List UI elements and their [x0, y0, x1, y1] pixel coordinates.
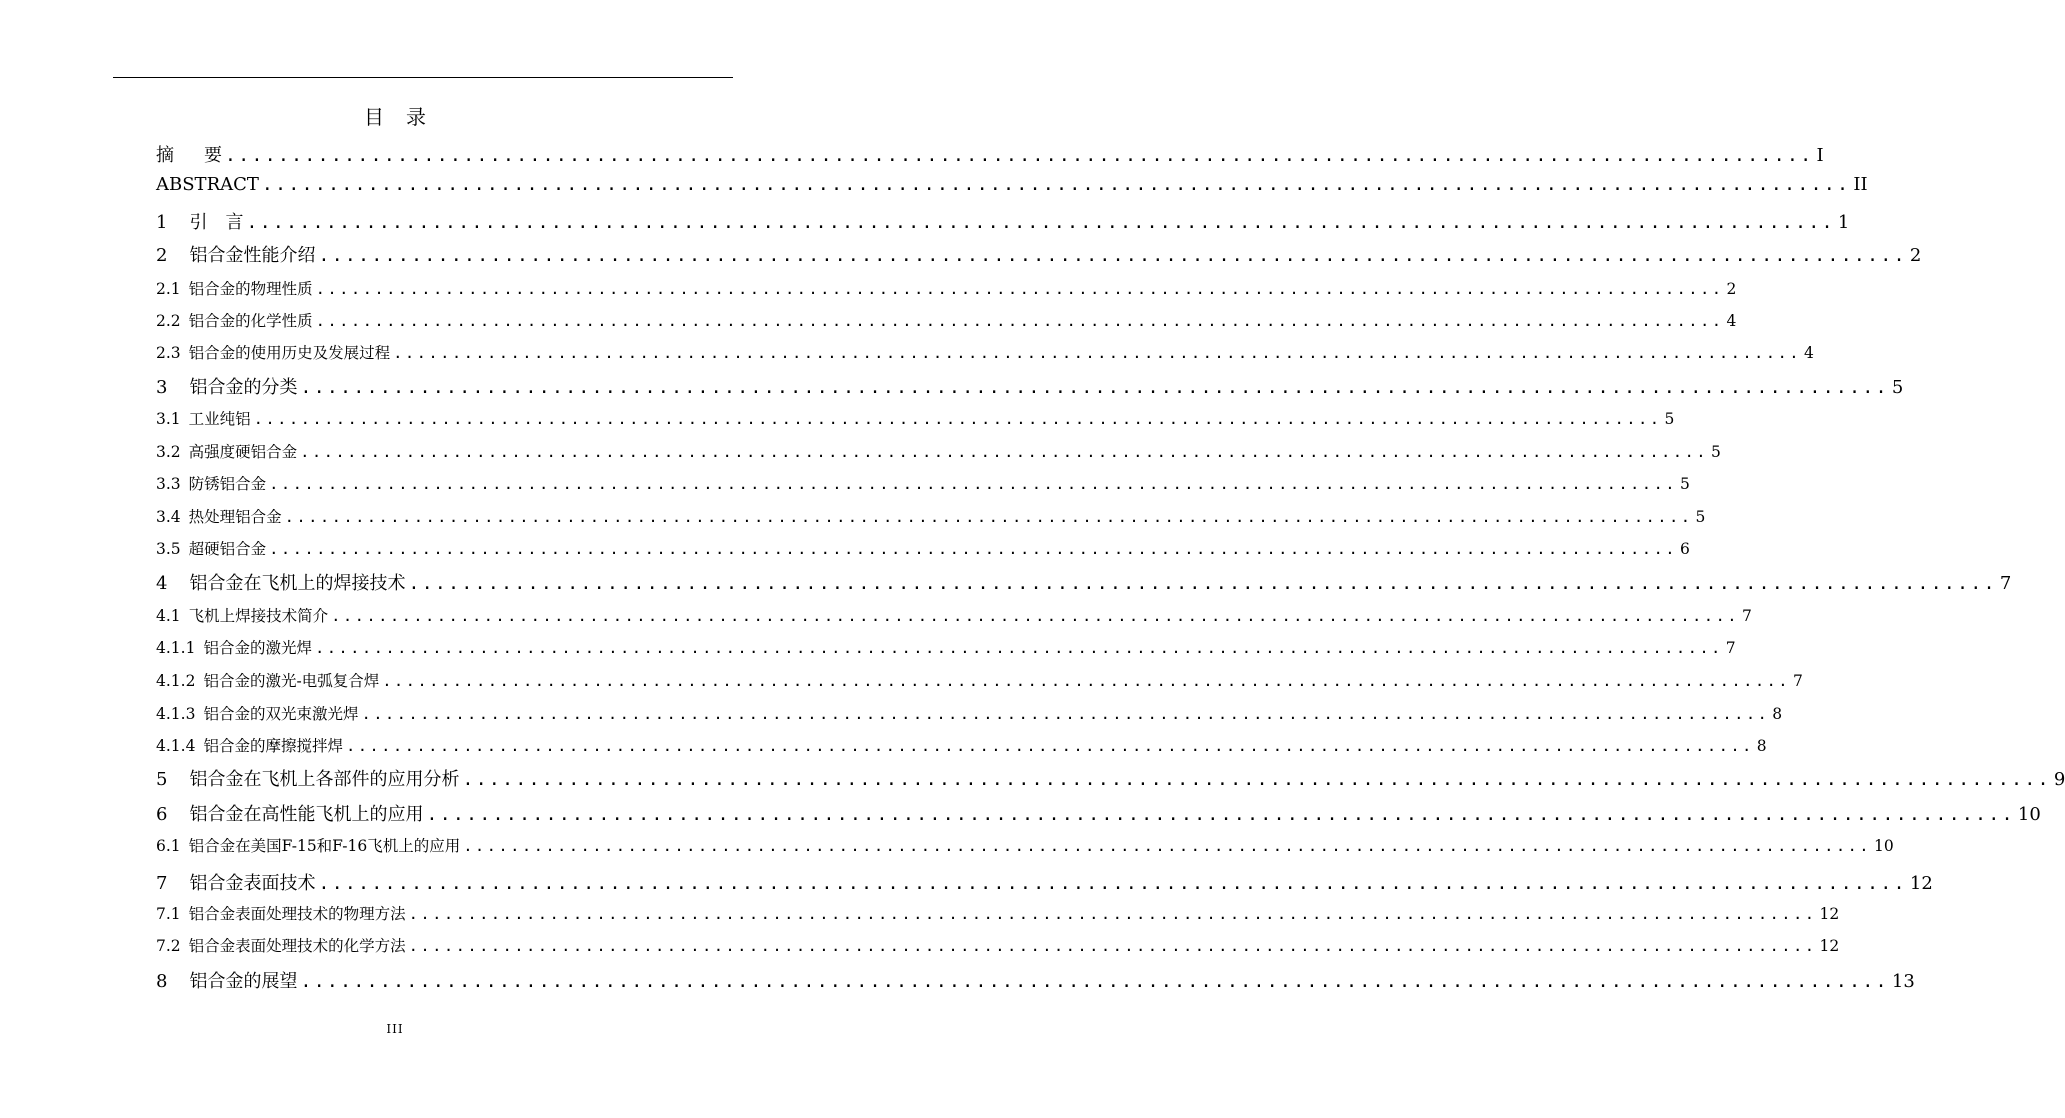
toc-entry[interactable] — [156, 277, 1737, 299]
dot-leader: ........................................................................................................................ — [225, 145, 1814, 166]
toc-entry-title: 铝合金的物理性质 — [188, 280, 313, 298]
toc-entry-page: 4 — [1804, 344, 1814, 362]
dot-leader: ........................................................................................................................ — [361, 705, 1770, 723]
toc-entry-number: 3 — [156, 377, 168, 398]
toc-entry-title: 铝合金在飞机上各部件的应用分析 — [189, 769, 460, 790]
toc-entry-number: 4.1.3 — [156, 705, 196, 723]
dot-leader: ........................................................................................................................ — [463, 837, 1872, 855]
toc-entry[interactable] — [156, 569, 2012, 595]
dot-leader: ........................................................................................................................ — [331, 607, 1739, 625]
toc-entry-number: 4.1 — [156, 607, 181, 625]
toc-entry-title: 铝合金的分类 — [189, 377, 298, 398]
toc-entry[interactable] — [156, 505, 1706, 527]
title-char-1: 目 — [364, 105, 384, 129]
toc-entry-title: 防锈铝合金 — [188, 475, 267, 493]
toc-entry-page: 2 — [1909, 245, 1922, 266]
dot-leader: ........................................................................................................................ — [246, 212, 1835, 233]
toc-entry-title: 超硬铝合金 — [188, 540, 267, 558]
page-number: III — [386, 1022, 404, 1036]
toc-entry-title: 铝合金的摩擦搅拌焊 — [203, 737, 343, 755]
title-char-2: 录 — [406, 105, 426, 129]
dot-leader: ........................................................................................................................ — [253, 410, 1662, 428]
toc-entry[interactable] — [156, 537, 1690, 559]
toc-entry-title: 要 — [204, 145, 222, 166]
toc-entry-page: 13 — [1891, 971, 1915, 992]
toc-entry-number: 3.1 — [156, 410, 181, 428]
toc-entry-title: 铝合金的使用历史及发展过程 — [188, 344, 391, 362]
dot-leader: ........................................................................................................................ — [318, 245, 1907, 266]
toc-entry-number: 5 — [156, 769, 168, 790]
toc-entry-page: 8 — [1772, 705, 1783, 723]
toc-entry-title: 铝合金在美国F-15和F-16飞机上的应用 — [188, 837, 461, 855]
dot-leader: ........................................................................................................................ — [284, 508, 1693, 526]
toc-entry-title: 铝合金表面处理技术的化学方法 — [188, 937, 406, 955]
dot-leader: ........................................................................................................................ — [269, 475, 1677, 493]
dot-leader: ........................................................................................................................ — [315, 280, 1724, 298]
toc-entry-number: 2.2 — [156, 312, 181, 330]
toc-entry-page: 10 — [2017, 804, 2041, 825]
toc-entry-page: 5 — [1891, 377, 1904, 398]
toc-entry-number: 4.1.2 — [156, 672, 196, 690]
toc-entry[interactable] — [156, 407, 1675, 429]
toc-entry-title: 高强度硬铝合金 — [188, 443, 298, 461]
page-title — [0, 101, 790, 130]
toc-entry[interactable] — [156, 174, 1868, 195]
toc-entry-title: 铝合金的双光束激光焊 — [203, 705, 359, 723]
toc-entry[interactable] — [156, 373, 1904, 399]
dot-leader: ........................................................................................................................ — [462, 769, 2051, 790]
toc-entry[interactable] — [156, 208, 1850, 234]
toc-entry-title: 工业纯铝 — [188, 410, 251, 428]
toc-entry-title: 铝合金的激光焊 — [203, 639, 312, 657]
toc-entry-page: 7 — [1725, 639, 1736, 657]
dot-leader: ........................................................................................................................ — [408, 573, 1997, 594]
dot-leader: ........................................................................................................................ — [300, 377, 1889, 398]
toc-entry-page: 2 — [1726, 280, 1737, 298]
toc-entry[interactable] — [156, 734, 1767, 756]
toc-entry[interactable] — [156, 869, 1933, 895]
toc-entry-title: 飞机上焊接技术简介 — [188, 607, 329, 625]
toc-entry-number: 7.1 — [156, 905, 181, 923]
toc-entry-number: 6.1 — [156, 837, 181, 855]
toc-entry-number: 2.1 — [156, 280, 181, 298]
toc-entry-title: 铝合金的激光-电弧复合焊 — [203, 672, 380, 690]
dot-leader: ........................................................................................................................ — [315, 312, 1724, 330]
toc-entry-page: 12 — [1909, 873, 1933, 894]
dot-leader: ........................................................................................................................ — [426, 804, 2015, 825]
dot-leader: ........................................................................................................................ — [382, 672, 1791, 690]
header-rule — [113, 77, 733, 78]
toc-entry-page: 10 — [1874, 837, 1894, 855]
toc-entry[interactable] — [156, 967, 1915, 993]
toc-entry-number: 8 — [156, 971, 168, 992]
toc-entry-number: 3.3 — [156, 475, 181, 493]
toc-entry[interactable] — [156, 472, 1690, 494]
toc-entry-title: 引 言 — [189, 212, 244, 233]
toc-entry-page: 5 — [1664, 410, 1675, 428]
dot-leader: ........................................................................................................................ — [345, 737, 1754, 755]
toc-entry-page: 8 — [1756, 737, 1767, 755]
dot-leader: ........................................................................................................................ — [393, 344, 1801, 362]
toc-entry-page: 7 — [1793, 672, 1803, 690]
dot-leader: ........................................................................................................................ — [408, 937, 1817, 955]
toc-entry-title: ABSTRACT — [156, 174, 259, 195]
dot-leader: ........................................................................................................................ — [408, 905, 1817, 923]
toc-entry[interactable] — [156, 309, 1737, 331]
toc-entry[interactable] — [156, 934, 1840, 956]
toc-entry[interactable] — [156, 800, 2041, 826]
toc-entry[interactable] — [156, 669, 1803, 691]
toc-entry-number: 4.1.4 — [156, 737, 196, 755]
toc-entry-title: 铝合金在高性能飞机上的应用 — [189, 804, 424, 825]
toc-entry-page: 5 — [1680, 475, 1690, 493]
toc-entry-title: 铝合金性能介绍 — [189, 245, 316, 266]
toc-entry[interactable] — [156, 702, 1783, 724]
toc-entry-title: 热处理铝合金 — [188, 508, 282, 526]
toc-entry-title: 铝合金表面技术 — [189, 873, 316, 894]
toc-entry[interactable] — [156, 241, 1922, 267]
toc-entry-page: II — [1853, 174, 1868, 195]
toc-entry[interactable] — [156, 141, 1824, 167]
toc-entry-number: 7 — [156, 873, 168, 894]
dot-leader: ........................................................................................................................ — [300, 971, 1889, 992]
toc-entry-page: 5 — [1695, 508, 1706, 526]
toc-entry-page: 7 — [1742, 607, 1752, 625]
toc-entry-number: 3.5 — [156, 540, 181, 558]
toc-entry-number: 3.4 — [156, 508, 181, 526]
toc-entry-number: 摘 — [156, 145, 174, 166]
toc-entry[interactable] — [156, 440, 1721, 462]
toc-entry-page: 9 — [2053, 769, 2065, 790]
toc-entry-page: 6 — [1680, 540, 1690, 558]
dot-leader: ........................................................................................................................ — [261, 174, 1851, 195]
toc-entry-page: 5 — [1711, 443, 1721, 461]
toc-entry-number: 2 — [156, 245, 168, 266]
toc-entry-number: 4.1.1 — [156, 639, 196, 657]
toc-entry[interactable] — [156, 834, 1894, 856]
toc-entry-title: 铝合金的展望 — [189, 971, 298, 992]
dot-leader: ........................................................................................................................ — [300, 443, 1708, 461]
toc-entry-page: 1 — [1837, 212, 1850, 233]
toc-entry-number: 6 — [156, 804, 168, 825]
toc-entry[interactable] — [156, 902, 1840, 924]
toc-entry-title: 铝合金表面处理技术的物理方法 — [188, 905, 406, 923]
toc-entry-number: 2.3 — [156, 344, 181, 362]
toc-entry-number: 7.2 — [156, 937, 181, 955]
toc-entry-number: 1 — [156, 212, 168, 233]
toc-entry[interactable] — [156, 604, 1752, 626]
toc-entry-page: 12 — [1819, 905, 1840, 923]
toc-entry[interactable] — [156, 765, 2065, 791]
toc-entry-number: 3.2 — [156, 443, 181, 461]
dot-leader: ........................................................................................................................ — [314, 639, 1723, 657]
toc-entry-page: 12 — [1819, 937, 1840, 955]
dot-leader: ........................................................................................................................ — [269, 540, 1677, 558]
dot-leader: ........................................................................................................................ — [318, 873, 1907, 894]
toc-entry-title: 铝合金的化学性质 — [188, 312, 313, 330]
toc-entry[interactable] — [156, 636, 1736, 658]
toc-entry[interactable] — [156, 341, 1814, 363]
toc-entry-page: I — [1816, 145, 1824, 166]
toc-entry-title: 铝合金在飞机上的焊接技术 — [189, 573, 406, 594]
toc-entry-number: 4 — [156, 573, 168, 594]
toc-entry-page: 7 — [1999, 573, 2012, 594]
toc-entry-page: 4 — [1726, 312, 1737, 330]
